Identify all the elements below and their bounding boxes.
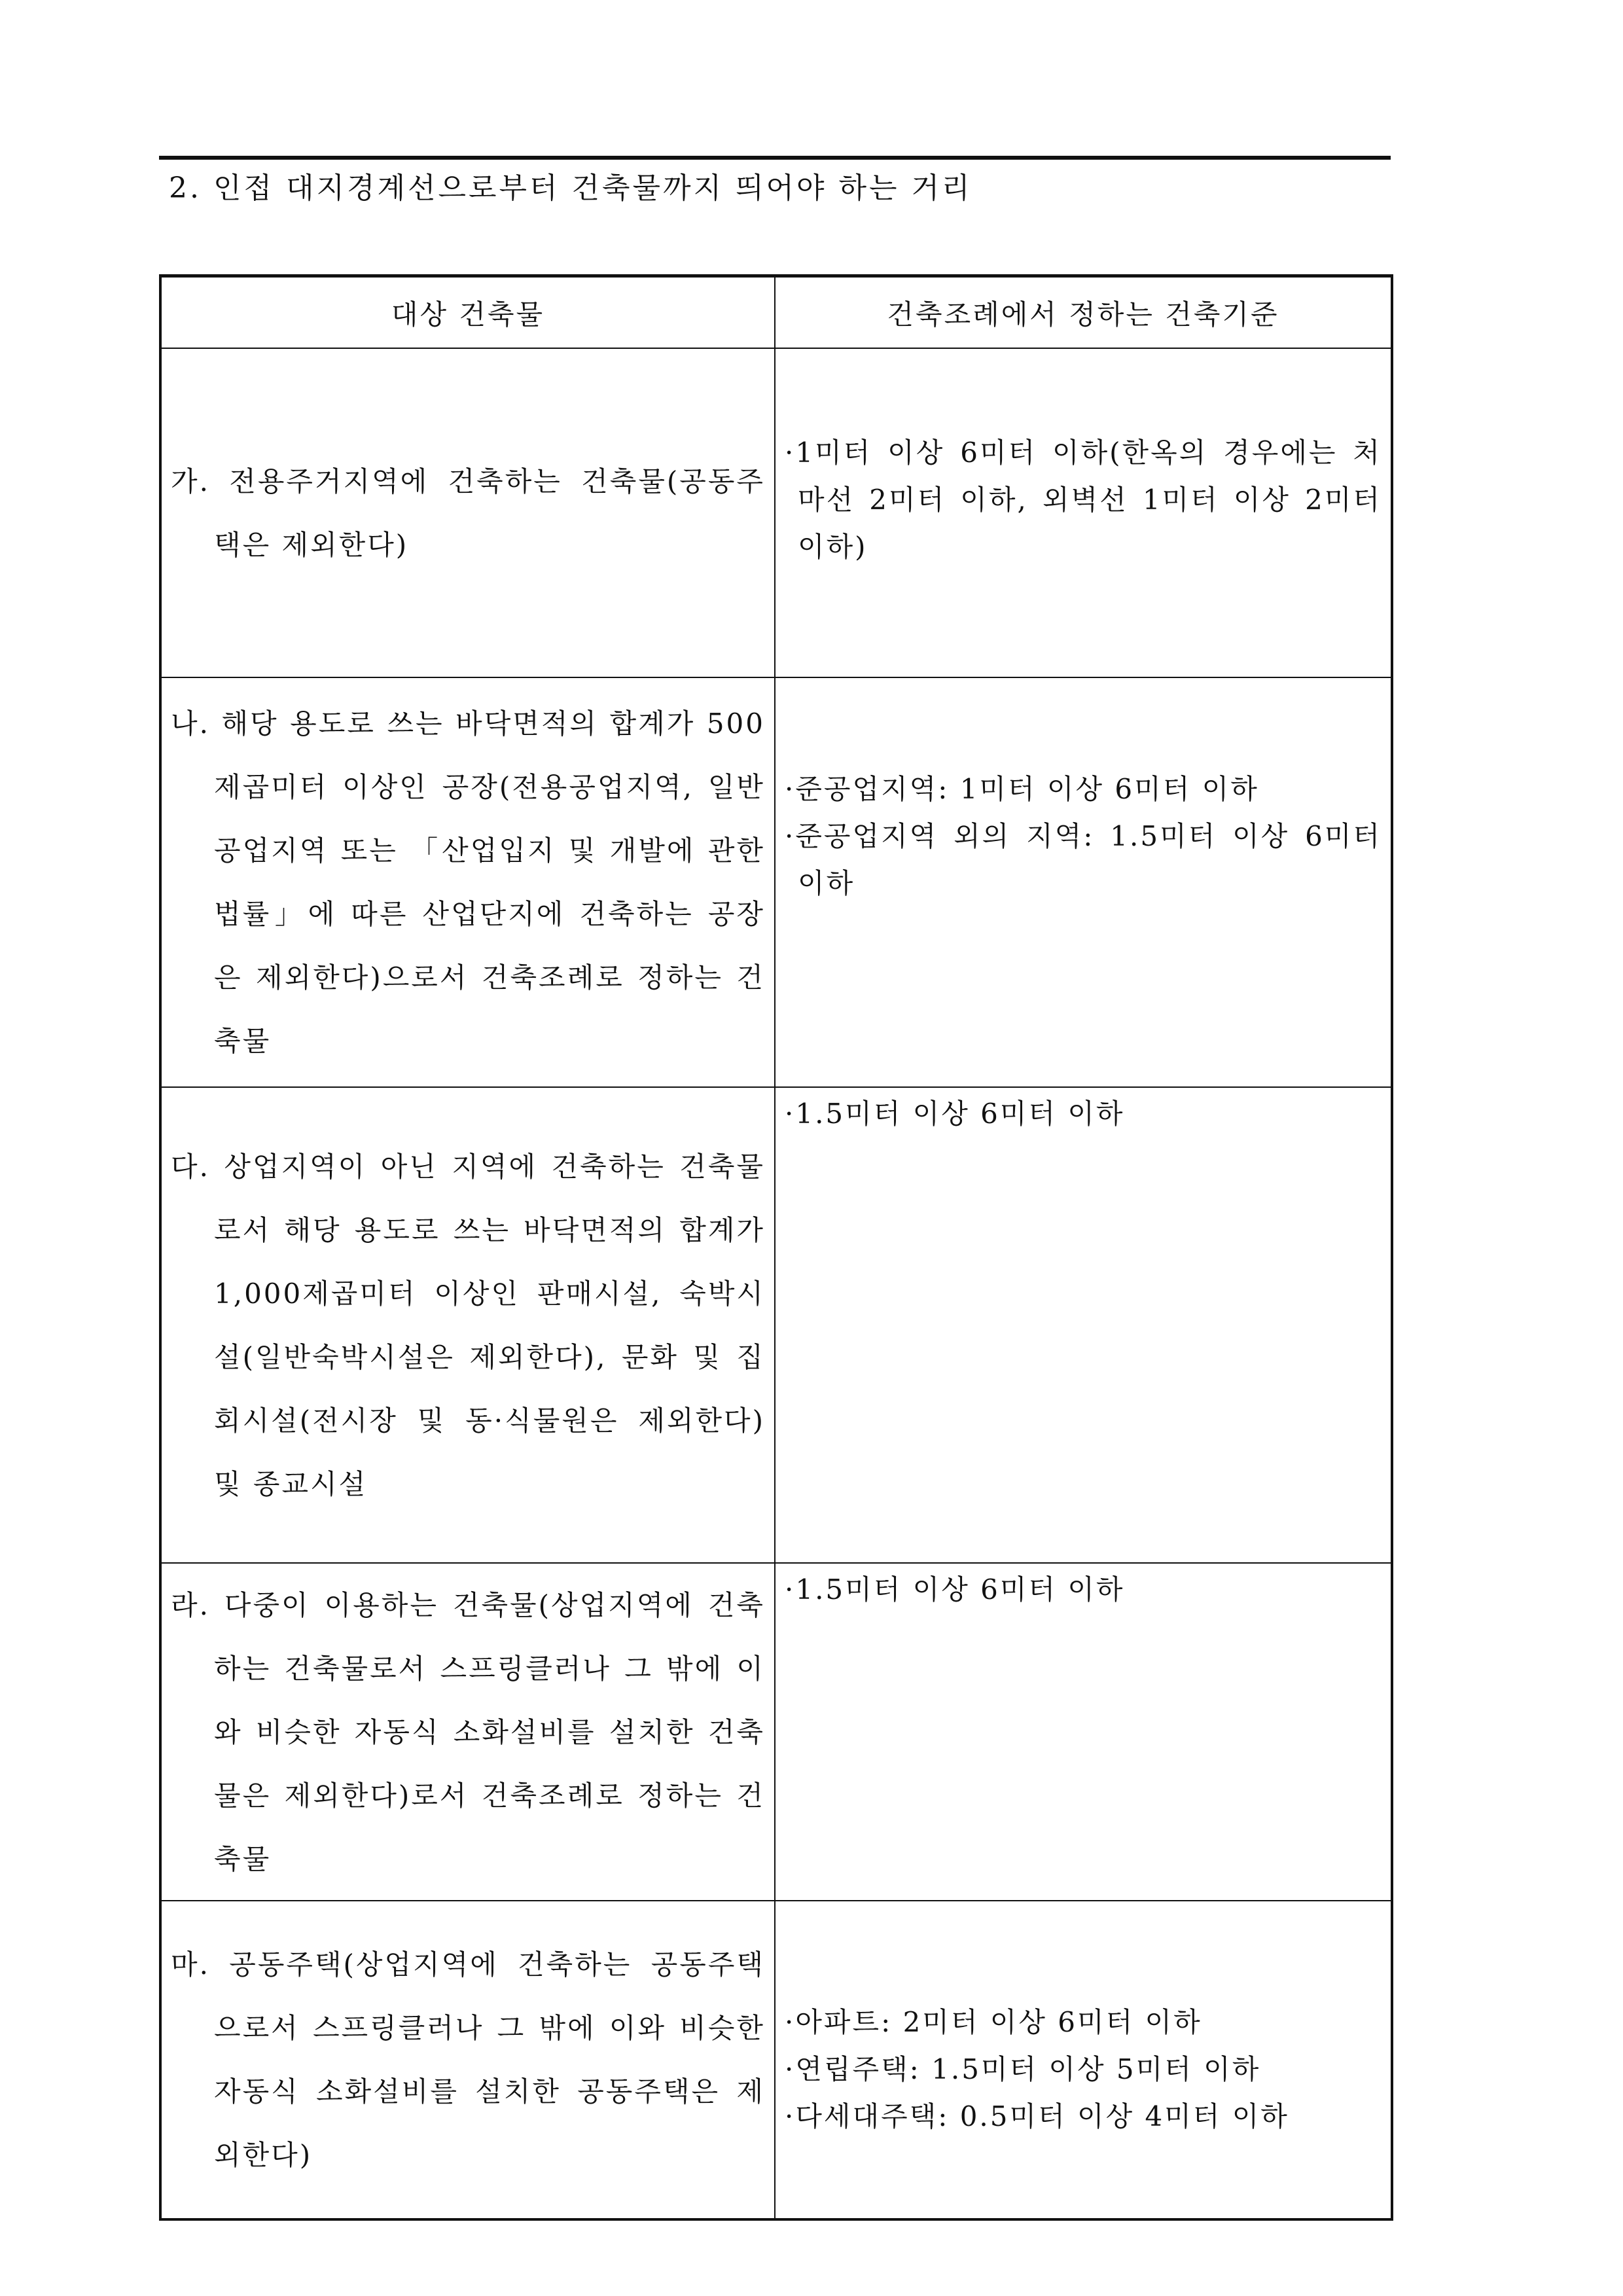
standard-cell	[775, 1901, 1392, 2219]
standard-line: ·다세대주택: 0.5미터 이상 4미터 이하	[785, 2100, 1289, 2132]
target-text: 다. 상업지역이 아닌 지역에 건축하는 건축물로서 해당 용도로 쓰는 바닥면적의 합계가 1,000제곱미터 이상인 판매시설, 숙박시설(일반숙박시설은 제외한다), 문화 및 집회시설(전시장 및 동·식물원은 제외한다) 및 종교시설	[171, 1150, 765, 1500]
standard-cell	[775, 1087, 1392, 1563]
standard-line: ·연립주택: 1.5미터 이상 5미터 이하	[785, 2053, 1261, 2085]
standard-cell	[775, 1563, 1392, 1901]
table-header-row	[160, 276, 1392, 349]
target-cell	[160, 348, 775, 677]
target-text: 마. 공동주택(상업지역에 건축하는 공동주택으로서 스프링클러나 그 밖에 이와 비슷한 자동식 소화설비를 설치한 공동주택은 제외한다)	[171, 1948, 765, 2171]
standard-line: ·1.5미터 이상 6미터 이하	[785, 1098, 1125, 1130]
target-cell	[160, 677, 775, 1087]
standard-line: ·1미터 이상 6미터 이하(한옥의 경우에는 처마선 2미터 이하, 외벽선 1미터 이상 2미터 이하)	[785, 436, 1382, 563]
standard-line: ·준공업지역: 1미터 이상 6미터 이하	[785, 773, 1259, 805]
target-cell	[160, 1563, 775, 1901]
header-target-building: 대상 건축물	[160, 276, 775, 349]
target-text: 나. 해당 용도로 쓰는 바닥면적의 합계가 500제곱미터 이상인 공장(전용공업지역, 일반공업지역 또는 「산업입지 및 개발에 관한 법률」에 따른 산업단지에 건축하는 공장은 제외한다)으로서 건축조례로 정하는 건축물	[171, 708, 765, 1057]
target-cell	[160, 1901, 775, 2219]
target-cell	[160, 1087, 775, 1563]
header-building-standard: 건축조례에서 정하는 건축기준	[775, 276, 1392, 349]
standard-cell	[775, 348, 1392, 677]
target-text: 라. 다중이 이용하는 건축물(상업지역에 건축하는 건축물로서 스프링클러나 그 밖에 이와 비슷한 자동식 소화설비를 설치한 건축물은 제외한다)로서 건축조례로 정하는 건축물	[171, 1588, 765, 1875]
table-row	[160, 348, 1392, 677]
table-row	[160, 1087, 1392, 1563]
setback-table	[159, 274, 1393, 2221]
standard-line: ·1.5미터 이상 6미터 이하	[785, 1573, 1125, 1605]
top-rule	[159, 156, 1391, 160]
target-text: 가. 전용주거지역에 건축하는 건축물(공동주택은 제외한다)	[171, 465, 765, 561]
table-row	[160, 677, 1392, 1087]
standard-line: ·아파트: 2미터 이상 6미터 이하	[785, 2006, 1202, 2038]
standard-cell	[775, 677, 1392, 1087]
table-row	[160, 1901, 1392, 2219]
table-row	[160, 1563, 1392, 1901]
section-heading: 2. 인접 대지경계선으로부터 건축물까지 띄어야 하는 거리	[169, 171, 972, 205]
standard-line: ·준공업지역 외의 지역: 1.5미터 이상 6미터 이하	[785, 820, 1382, 899]
